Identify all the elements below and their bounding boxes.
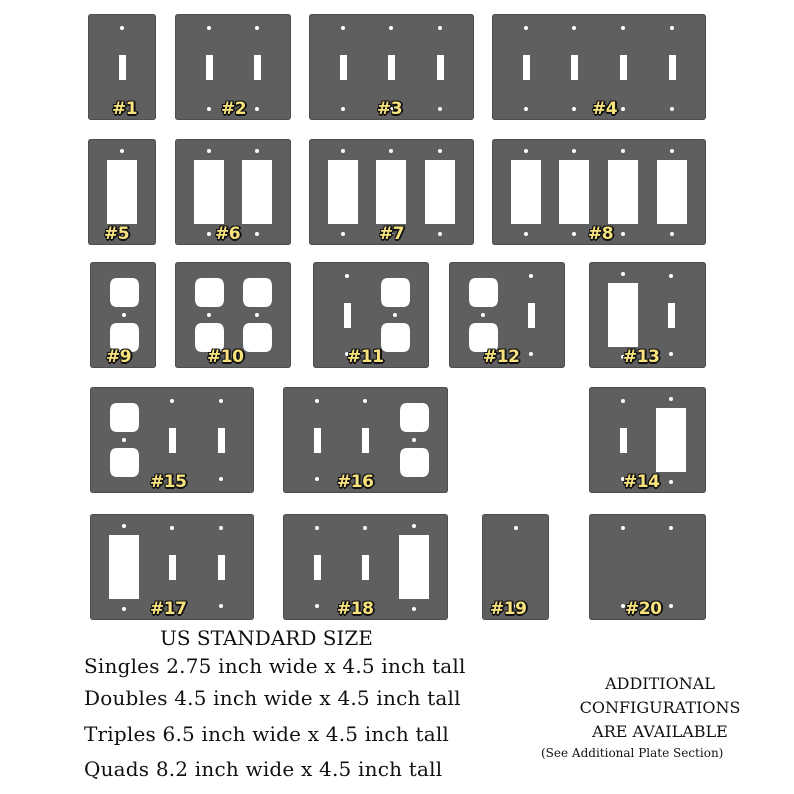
rocker-opening <box>109 535 139 599</box>
toggle-opening <box>218 428 225 453</box>
screw-hole <box>363 399 367 403</box>
screw-hole <box>621 107 625 111</box>
outlet-opening <box>110 403 139 432</box>
screw-hole <box>524 149 528 153</box>
outlet-opening <box>381 278 410 307</box>
toggle-opening <box>668 303 675 328</box>
screw-hole <box>438 232 442 236</box>
outlet-opening <box>400 403 429 432</box>
screw-hole <box>529 352 533 356</box>
screw-hole <box>120 149 124 153</box>
plate-number-label: #8 <box>588 224 614 244</box>
toggle-opening <box>523 55 530 80</box>
rocker-opening <box>328 160 358 224</box>
screw-hole <box>438 149 442 153</box>
toggle-opening <box>119 55 126 80</box>
screw-hole <box>670 232 674 236</box>
screw-hole <box>255 149 259 153</box>
screw-hole <box>514 526 518 530</box>
screw-hole <box>315 399 319 403</box>
screw-hole <box>255 26 259 30</box>
toggle-opening <box>388 55 395 80</box>
screw-hole <box>524 107 528 111</box>
screw-hole <box>341 107 345 111</box>
screw-hole <box>572 232 576 236</box>
screw-hole <box>438 107 442 111</box>
screw-hole <box>669 352 673 356</box>
screw-hole <box>120 26 124 30</box>
wall-plate <box>88 139 156 245</box>
screw-hole <box>669 274 673 278</box>
wall-plate <box>283 514 448 620</box>
screw-hole <box>572 107 576 111</box>
rocker-opening <box>242 160 272 224</box>
wall-plate <box>175 139 291 245</box>
additional-note-line3: ARE AVAILABLE <box>592 722 728 741</box>
toggle-opening <box>669 55 676 80</box>
screw-hole <box>389 149 393 153</box>
screw-hole <box>481 313 485 317</box>
screw-hole <box>670 149 674 153</box>
screw-hole <box>621 26 625 30</box>
screw-hole <box>669 397 673 401</box>
toggle-opening <box>254 55 261 80</box>
screw-hole <box>621 526 625 530</box>
toggle-opening <box>314 555 321 580</box>
screw-hole <box>207 26 211 30</box>
screw-hole <box>438 26 442 30</box>
wall-plate <box>492 14 706 120</box>
toggle-opening <box>528 303 535 328</box>
wall-plate <box>449 262 565 368</box>
wall-plate <box>589 514 706 620</box>
additional-note-line1: ADDITIONAL <box>605 674 715 693</box>
screw-hole <box>170 399 174 403</box>
screw-hole <box>122 438 126 442</box>
screw-hole <box>572 149 576 153</box>
plate-number-label: #7 <box>379 224 405 244</box>
outlet-opening <box>400 448 429 477</box>
screw-hole <box>315 477 319 481</box>
rocker-opening <box>107 160 137 224</box>
outlet-opening <box>469 278 498 307</box>
screw-hole <box>389 26 393 30</box>
wall-plate <box>88 14 156 120</box>
screw-hole <box>669 604 673 608</box>
toggle-opening <box>169 428 176 453</box>
wall-plate <box>309 139 474 245</box>
screw-hole <box>621 272 625 276</box>
screw-hole <box>315 526 319 530</box>
plate-number-label: #16 <box>337 472 374 492</box>
screw-hole <box>207 107 211 111</box>
screw-hole <box>207 149 211 153</box>
screw-hole <box>529 274 533 278</box>
size-line-quads: Quads 8.2 inch wide x 4.5 inch tall <box>84 757 443 781</box>
plate-number-label: #10 <box>207 347 244 367</box>
screw-hole <box>219 526 223 530</box>
size-line-triples: Triples 6.5 inch wide x 4.5 inch tall <box>84 722 450 746</box>
plate-number-label: #20 <box>625 599 662 619</box>
toggle-opening <box>362 428 369 453</box>
screw-hole <box>412 607 416 611</box>
screw-hole <box>670 26 674 30</box>
screw-hole <box>363 526 367 530</box>
plate-number-label: #17 <box>150 599 187 619</box>
toggle-opening <box>206 55 213 80</box>
toggle-opening <box>437 55 444 80</box>
wall-plate <box>589 387 706 493</box>
screw-hole <box>341 149 345 153</box>
screw-hole <box>219 399 223 403</box>
plate-number-label: #15 <box>150 472 187 492</box>
screw-hole <box>341 232 345 236</box>
toggle-opening <box>344 303 351 328</box>
screw-hole <box>412 438 416 442</box>
rocker-opening <box>194 160 224 224</box>
outlet-opening <box>110 278 139 307</box>
rocker-opening <box>425 160 455 224</box>
screw-hole <box>524 232 528 236</box>
screw-hole <box>255 313 259 317</box>
additional-note-line2: CONFIGURATIONS <box>579 698 741 717</box>
rocker-opening <box>559 160 589 224</box>
plate-number-label: #6 <box>215 224 241 244</box>
screw-hole <box>621 149 625 153</box>
plate-number-label: #12 <box>483 347 520 367</box>
screw-hole <box>393 313 397 317</box>
screw-hole <box>341 26 345 30</box>
screw-hole <box>669 480 673 484</box>
wall-plate <box>175 262 291 368</box>
plate-number-label: #4 <box>592 99 618 119</box>
rocker-opening <box>656 408 686 472</box>
screw-hole <box>412 524 416 528</box>
plate-number-label: #13 <box>623 347 660 367</box>
toggle-opening <box>620 55 627 80</box>
wall-plate <box>589 262 706 368</box>
toggle-opening <box>218 555 225 580</box>
outlet-opening <box>243 278 272 307</box>
size-line-singles: Singles 2.75 inch wide x 4.5 inch tall <box>84 654 466 678</box>
screw-hole <box>219 477 223 481</box>
outlet-opening <box>381 323 410 352</box>
rocker-opening <box>608 283 638 347</box>
screw-hole <box>621 232 625 236</box>
screw-hole <box>345 274 349 278</box>
additional-note-line4: (See Additional Plate Section) <box>541 746 724 760</box>
plate-number-label: #3 <box>377 99 403 119</box>
plate-number-label: #18 <box>337 599 374 619</box>
screw-hole <box>621 399 625 403</box>
wall-plate <box>313 262 429 368</box>
rocker-opening <box>376 160 406 224</box>
wall-plate <box>492 139 706 245</box>
screw-hole <box>122 313 126 317</box>
plate-number-label: #2 <box>221 99 247 119</box>
wall-plate <box>309 14 474 120</box>
wall-plate <box>482 514 549 620</box>
rocker-opening <box>399 535 429 599</box>
screw-hole <box>207 232 211 236</box>
screw-hole <box>670 107 674 111</box>
size-line-doubles: Doubles 4.5 inch wide x 4.5 inch tall <box>84 686 461 710</box>
screw-hole <box>170 526 174 530</box>
rocker-opening <box>511 160 541 224</box>
plate-number-label: #5 <box>104 224 130 244</box>
screw-hole <box>255 232 259 236</box>
screw-hole <box>524 26 528 30</box>
plate-number-label: #19 <box>490 599 527 619</box>
screw-hole <box>122 607 126 611</box>
screw-hole <box>315 604 319 608</box>
rocker-opening <box>657 160 687 224</box>
outlet-opening <box>243 323 272 352</box>
outlet-opening <box>110 448 139 477</box>
rocker-opening <box>608 160 638 224</box>
screw-hole <box>572 26 576 30</box>
screw-hole <box>219 604 223 608</box>
toggle-opening <box>362 555 369 580</box>
toggle-opening <box>169 555 176 580</box>
toggle-opening <box>571 55 578 80</box>
screw-hole <box>207 313 211 317</box>
plate-number-label: #11 <box>347 347 384 367</box>
outlet-opening <box>195 278 224 307</box>
toggle-opening <box>620 428 627 453</box>
wall-plate <box>90 262 156 368</box>
wall-plate <box>283 387 448 493</box>
wall-plate <box>90 387 254 493</box>
screw-hole <box>255 107 259 111</box>
plate-number-label: #1 <box>112 99 138 119</box>
screw-hole <box>669 526 673 530</box>
standard-size-title: US STANDARD SIZE <box>160 626 373 650</box>
plate-number-label: #9 <box>106 347 132 367</box>
screw-hole <box>122 524 126 528</box>
toggle-opening <box>340 55 347 80</box>
toggle-opening <box>314 428 321 453</box>
wall-plate <box>175 14 291 120</box>
wall-plate <box>90 514 254 620</box>
plate-number-label: #14 <box>623 472 660 492</box>
